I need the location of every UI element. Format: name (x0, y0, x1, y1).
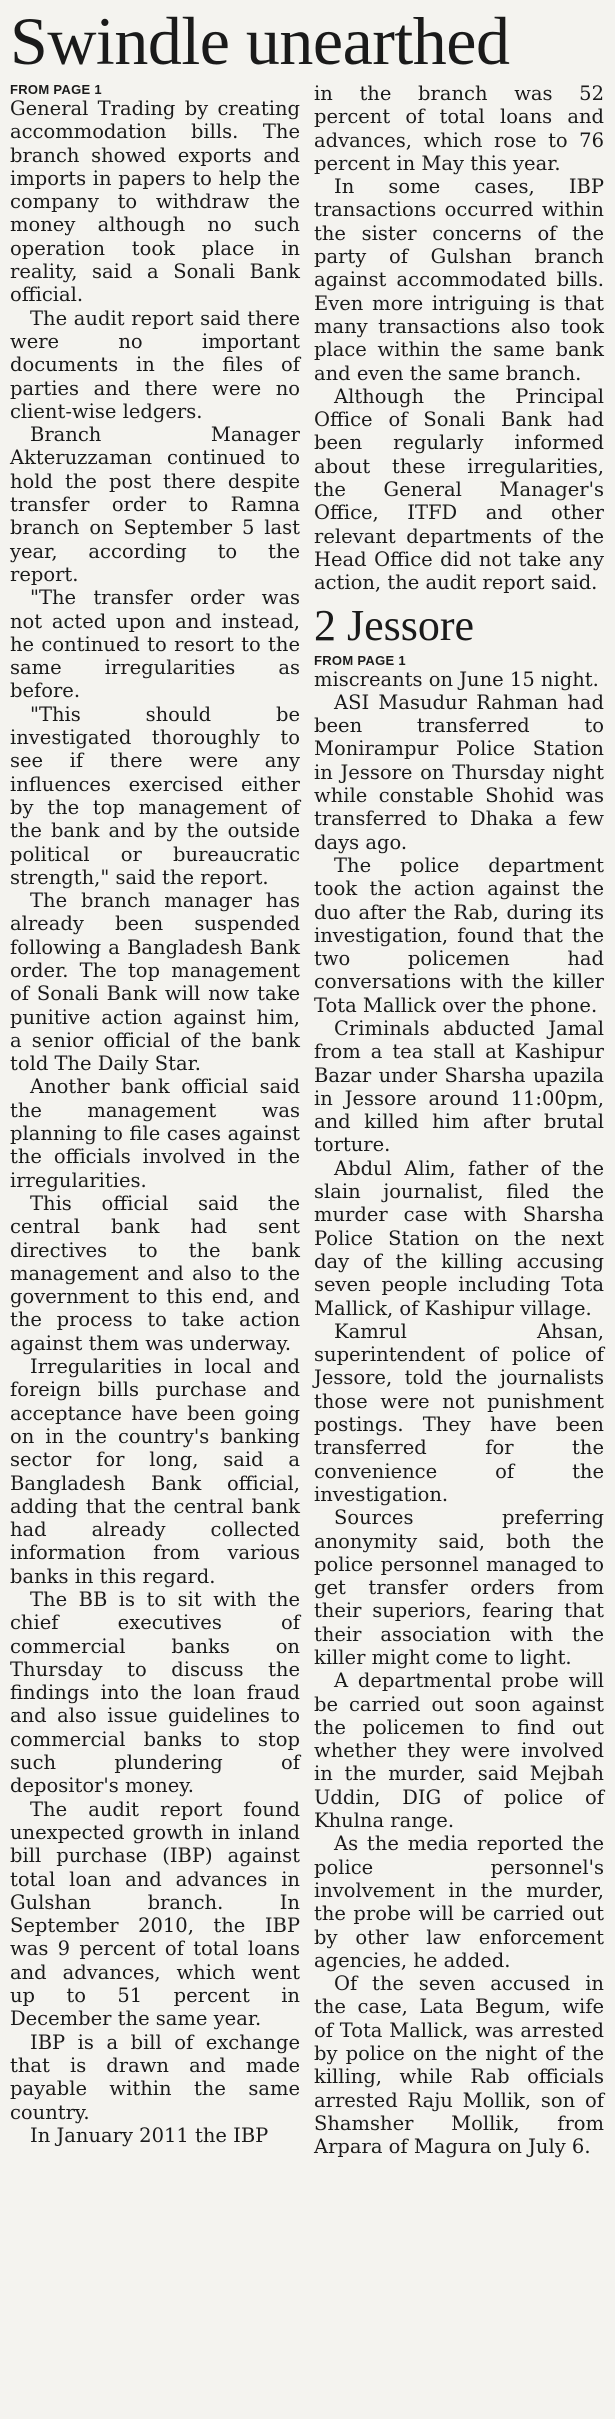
paragraph: This official said the central bank had sent directives to the bank management and also to the government to this end, and the process to take action against them was underway. (10, 1191, 300, 1355)
sub-headline: 2 Jessore (314, 600, 475, 650)
paragraph: Branch Manager Akteruzzaman continued to hold the post there despite transfer order to Ramna branch on September 5 last year, according to the report. (10, 423, 300, 586)
paragraph: miscreants on June 15 night. (314, 667, 599, 691)
paragraph: Another bank official said the management was planning to file cases against the officials involved in the irregularities. (10, 1075, 300, 1192)
paragraph: "This should be investigated thoroughly to see if there were any influences exercised either by the top management of the bank and by the outside political or bureaucratic strength," said the report. (10, 702, 300, 889)
headline: Swindle unearthed (10, 3, 510, 79)
paragraph: Kamrul Ahsan, superintendent of police of Jessore, told the journalists those were not punishment postings. They have been transferred for the convenience of the investigation. (314, 1319, 604, 1506)
paragraph: The police department took the action against the duo after the Rab, during its investigation, found that the two policemen had conversations with the killer Tota Mallick over the phone. (314, 853, 604, 1017)
kicker: FROM PAGE 1 (10, 82, 102, 97)
paragraph: The branch manager has already been suspended following a Bangladesh Bank order. The top management of Sonali Bank will now take punitive action against him, a senior official of the bank told The Daily Star. (10, 889, 300, 1076)
paragraph: Criminals abducted Jamal from a tea stall at Kashipur Bazar under Sharsha upazila in Jessore around 11:00pm, and killed him after brutal torture. (314, 1016, 604, 1157)
paragraph: The BB is to sit with the chief executives of commercial banks on Thursday to discuss the findings into the loan fraud and also issue guidelines to commercial banks to stop such plundering of depositor's money. (10, 1588, 300, 1798)
paragraph: In some cases, IBP transactions occurred within the sister concerns of the party of Gulshan branch against accommodated bills. Even more intriguing is that many transactions also took place within the same bank and even the same branch. (314, 175, 604, 385)
paragraph: Abdul Alim, father of the slain journalist, filed the murder case with Sharsha Police Station on the next day of the killing accusing seven people including Tota Mallick, of Kashipur village. (314, 1156, 604, 1320)
paragraph: IBP is a bill of exchange that is drawn and made payable within the same country. (10, 2030, 300, 2124)
column-right (314, 82, 604, 2159)
paragraph: General Trading by creating accommodation bills. The branch showed exports and imports in papers to help the company to withdraw the money although no such operation took place in reality, said a Sonali Bank official. (10, 97, 300, 307)
article-columns (10, 82, 605, 2159)
column-left (10, 82, 300, 2159)
paragraph: As the media reported the police personnel's involvement in the murder, the probe will be carried out by other law enforcement agencies, he added. (314, 1832, 604, 1972)
kicker: FROM PAGE 1 (314, 652, 406, 668)
paragraph: ASI Masudur Rahman had been transferred to Monirampur Police Station in Jessore on Thursday night while constable Shohid was transferred to Dhaka a few days ago. (314, 690, 604, 854)
paragraph: in the branch was 52 percent of total loans and advances, which rose to 76 percent in May this year. (314, 82, 604, 175)
paragraph: Although the Principal Office of Sonali Bank had been regularly informed about these irregularities, the General Manager's Office, ITFD and other relevant departments of the Head Office did not take any action, the audit report said. (314, 384, 604, 595)
paragraph: The audit report said there were no important documents in the files of parties and there were no client-wise ledgers. (10, 306, 300, 423)
paragraph: Sources preferring anonymity said, both the police personnel managed to get transfer orders from their superiors, fearing that their association with the killer might come to light. (314, 1506, 604, 1669)
paragraph: Irregularities in local and foreign bills purchase and acceptance have been going on in the country's banking sector for long, said a Bangladesh Bank official, adding that the central bank had already collected information from various banks in this regard. (10, 1355, 300, 1588)
paragraph: "The transfer order was not acted upon and instead, he continued to resort to the same irregularities as before. (10, 586, 300, 703)
paragraph: In January 2011 the IBP (30, 2123, 269, 2147)
paragraph: A departmental probe will be carried out soon against the policemen to find out whether they were involved in the murder, said Mejbah Uddin, DIG of police of Khulna range. (314, 1669, 604, 1833)
paragraph: Of the seven accused in the case, Lata Begum, wife of Tota Mallick, was arrested by police on the night of the killing, while Rab officials arrested Raju Mollik, son of Shamsher Mollik, from Arpara of Magura on July 6. (314, 1972, 604, 2159)
paragraph: The audit report found unexpected growth in inland bill purchase (IBP) against total loan and advances in Gulshan branch. In September 2010, the IBP was 9 percent of total loans and advances, which went up to 51 percent in December the same year. (10, 1797, 300, 2031)
